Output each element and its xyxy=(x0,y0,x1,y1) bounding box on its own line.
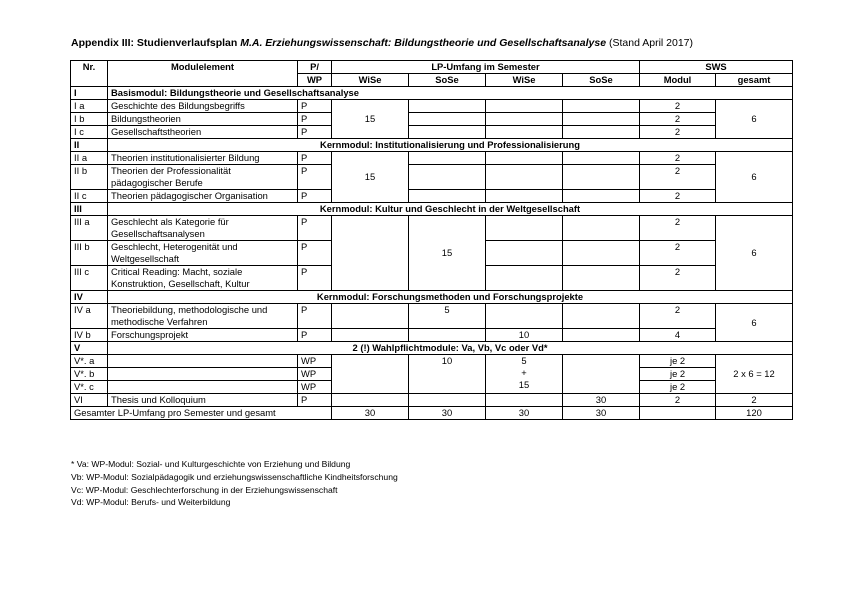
row-p: P xyxy=(298,113,332,126)
row-name xyxy=(108,266,298,291)
section-row-I xyxy=(71,87,793,100)
row-p: P xyxy=(298,394,332,407)
header-row-1 xyxy=(71,61,793,74)
total-wise-1: 30 xyxy=(332,407,409,420)
row-nr: III c xyxy=(71,266,108,291)
row-name: Thesis und Kolloquium xyxy=(108,394,298,407)
row-name xyxy=(108,216,298,241)
row-name: Theorien institutionalisierter Bildung xyxy=(108,152,298,165)
row-name xyxy=(108,304,298,329)
row-name xyxy=(108,165,298,190)
table-row xyxy=(71,113,793,126)
sws-gesamt: 6 xyxy=(716,216,793,291)
row-modul: 4 xyxy=(640,329,716,342)
table-row xyxy=(71,304,793,329)
section-title: Kernmodul: Institutionalisierung und Professionalisierung xyxy=(108,139,793,152)
row-name-line1: Theoriebildung, methodologische und xyxy=(111,304,268,315)
row-p: P xyxy=(298,329,332,342)
row-modul: 2 xyxy=(640,266,716,291)
sws-gesamt: 6 xyxy=(716,304,793,342)
row-nr: I a xyxy=(71,100,108,113)
header-pwp-1: P/ xyxy=(298,61,332,74)
lp-sose-1: 15 xyxy=(409,216,486,291)
row-name-line1: Geschlecht, Heterogenität und xyxy=(111,241,238,252)
row-p: P xyxy=(298,152,332,165)
total-sose-1: 30 xyxy=(409,407,486,420)
row-modul: je 2 xyxy=(640,381,716,394)
row-name-line2: Weltgesellschaft xyxy=(111,253,180,264)
table-row xyxy=(71,100,793,113)
row-nr: V*. c xyxy=(71,381,108,394)
row-p: WP xyxy=(298,368,332,381)
table-row xyxy=(71,355,793,368)
total-gesamt: 120 xyxy=(716,407,793,420)
section-title: Kernmodul: Kultur und Geschlecht in der Weltgesellschaft xyxy=(108,203,793,216)
section-nr: I xyxy=(71,87,108,100)
row-p: P xyxy=(298,190,332,203)
title-prefix: Appendix III: Studienverlaufsplan xyxy=(71,37,238,49)
row-name-line1: Theorien der Professionalität xyxy=(111,165,231,176)
lp-sose-1: 5 xyxy=(409,304,486,329)
lp-wise-2-line2: + xyxy=(521,367,527,378)
section-title: Basismodul: Bildungstheorie und Gesellschaftsanalyse xyxy=(108,87,793,100)
row-modul: 2 xyxy=(640,304,716,329)
row-name-line2: Gesellschaftsanalysen xyxy=(111,228,205,239)
table-row xyxy=(71,152,793,165)
section-row-III xyxy=(71,203,793,216)
title-stand: (Stand April 2017) xyxy=(608,37,694,49)
header-wise-2: WiSe xyxy=(486,74,563,87)
lp-sose-1: 10 xyxy=(409,355,486,394)
row-modul: 2 xyxy=(640,216,716,241)
header-modul: Modul xyxy=(640,74,716,87)
row-nr: VI xyxy=(71,394,108,407)
row-name: Geschichte des Bildungsbegriffs xyxy=(108,100,298,113)
table-row xyxy=(71,216,793,241)
total-label: Gesamter LP-Umfang pro Semester und gesamt xyxy=(71,407,332,420)
row-nr: I b xyxy=(71,113,108,126)
row-name: Bildungstheorien xyxy=(108,113,298,126)
row-nr: III b xyxy=(71,241,108,266)
table-row xyxy=(71,165,793,190)
table-row xyxy=(71,329,793,342)
row-modul: 2 xyxy=(640,152,716,165)
header-nr: Nr. xyxy=(71,61,108,87)
section-nr: V xyxy=(71,342,108,355)
row-p: P xyxy=(298,266,332,291)
section-row-V xyxy=(71,342,793,355)
sws-gesamt: 2 x 6 = 12 xyxy=(716,355,793,394)
header-sws: SWS xyxy=(640,61,793,74)
row-nr: IV b xyxy=(71,329,108,342)
section-row-II xyxy=(71,139,793,152)
row-p: WP xyxy=(298,355,332,368)
header-wise-1: WiSe xyxy=(332,74,409,87)
row-modul: 2 xyxy=(640,126,716,139)
row-name-line2: Konstruktion, Gesellschaft, Kultur xyxy=(111,278,250,289)
row-nr: I c xyxy=(71,126,108,139)
lp-wise-2-line3: 15 xyxy=(518,379,530,390)
row-nr: IV a xyxy=(71,304,108,329)
row-p: P xyxy=(298,216,332,241)
row-modul: 2 xyxy=(640,165,716,190)
row-name: Forschungsprojekt xyxy=(108,329,298,342)
row-nr: II a xyxy=(71,152,108,165)
row-p: P xyxy=(298,241,332,266)
lp-sose-2: 30 xyxy=(563,394,640,407)
total-sose-2: 30 xyxy=(563,407,640,420)
footnote: * Va: WP-Modul: Sozial- und Kulturgeschichte von Erziehung und Bildung xyxy=(71,459,351,469)
row-name: Gesellschaftstheorien xyxy=(108,126,298,139)
table-row xyxy=(71,394,793,407)
lp-wise-2-line1: 5 xyxy=(521,355,527,366)
row-p: P xyxy=(298,126,332,139)
row-name-line2: pädagogischer Berufe xyxy=(111,177,203,188)
row-nr: II b xyxy=(71,165,108,190)
footnotes xyxy=(71,458,398,509)
row-modul: 2 xyxy=(640,113,716,126)
footnote: Vb: WP-Modul: Sozialpädagogik und erziehungswissenschaftliche Kindheitsforschung xyxy=(71,471,398,482)
footnote: Vc: WP-Modul: Geschlechterforschung in der Erziehungswissenschaft xyxy=(71,484,338,495)
section-nr: II xyxy=(71,139,108,152)
row-p: P xyxy=(298,304,332,329)
row-modul: 2 xyxy=(640,241,716,266)
section-row-IV xyxy=(71,291,793,304)
title-program: M.A. Erziehungswissenschaft: Bildungstheorie und Gesellschaftsanalyse xyxy=(240,37,607,49)
study-plan-table xyxy=(70,60,793,420)
row-name xyxy=(108,241,298,266)
sws-gesamt: 6 xyxy=(716,100,793,139)
row-modul: 2 xyxy=(640,394,716,407)
section-nr: III xyxy=(71,203,108,216)
section-title: 2 (!) Wahlpflichtmodule: Va, Vb, Vc oder Vd* xyxy=(108,342,793,355)
header-gesamt: gesamt xyxy=(716,74,793,87)
total-wise-2: 30 xyxy=(486,407,563,420)
row-p: WP xyxy=(298,381,332,394)
table-row xyxy=(71,190,793,203)
row-name-line1: Critical Reading: Macht, soziale xyxy=(111,266,243,277)
header-modulelement: Modulelement xyxy=(108,61,298,87)
section-nr: IV xyxy=(71,291,108,304)
row-modul: je 2 xyxy=(640,355,716,368)
row-modul: 2 xyxy=(640,190,716,203)
table-row xyxy=(71,126,793,139)
lp-wise-2: 10 xyxy=(486,329,563,342)
header-sose-2: SoSe xyxy=(563,74,640,87)
row-nr: II c xyxy=(71,190,108,203)
lp-wise-2-block xyxy=(486,355,563,394)
lp-wise-1: 15 xyxy=(332,100,409,139)
row-name-line1: Geschlecht als Kategorie für xyxy=(111,216,229,227)
document-title xyxy=(71,37,693,49)
row-name-line2: methodische Verfahren xyxy=(111,316,208,327)
lp-wise-1: 15 xyxy=(332,152,409,203)
sws-gesamt: 6 xyxy=(716,152,793,203)
total-row xyxy=(71,407,793,420)
row-name: Theorien pädagogischer Organisation xyxy=(108,190,298,203)
row-p: P xyxy=(298,165,332,190)
row-nr: V*. a xyxy=(71,355,108,368)
row-p: P xyxy=(298,100,332,113)
sws-gesamt: 2 xyxy=(716,394,793,407)
row-nr: V*. b xyxy=(71,368,108,381)
header-lp-umfang: LP-Umfang im Semester xyxy=(332,61,640,74)
footnote: Vd: WP-Modul: Berufs- und Weiterbildung xyxy=(71,497,231,508)
row-modul: 2 xyxy=(640,100,716,113)
row-modul: je 2 xyxy=(640,368,716,381)
row-nr: III a xyxy=(71,216,108,241)
header-sose-1: SoSe xyxy=(409,74,486,87)
section-title: Kernmodul: Forschungsmethoden und Forschungsprojekte xyxy=(108,291,793,304)
header-pwp-2: WP xyxy=(298,74,332,87)
